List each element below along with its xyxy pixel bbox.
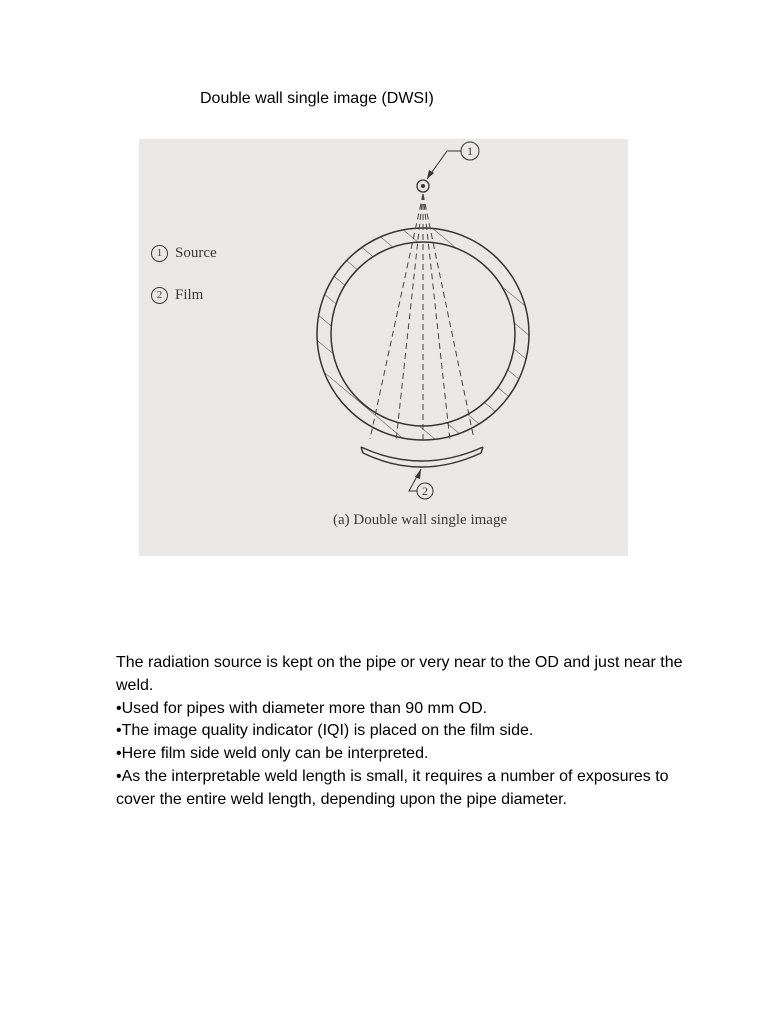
bullet-item: •As the interpretable weld length is small, it requires a number of exposures to cover the entire weld length, depending upon the pipe diameter. <box>116 767 669 808</box>
legend-label: Source <box>175 245 217 261</box>
source-callout-number: 1 <box>467 144 473 158</box>
source-icon <box>417 180 429 192</box>
intro-paragraph: The radiation source is kept on the pipe or very near to the OD and just near the weld. <box>116 654 683 694</box>
pipe-wall <box>309 219 539 449</box>
legend-label: Film <box>175 287 204 303</box>
legend-item-film <box>151 287 203 304</box>
body-text <box>116 652 686 812</box>
bullet-item: •Here film side weld only can be interpreted. <box>116 745 429 763</box>
bullet-item: •The image quality indicator (IQI) is placed on the film side. <box>116 722 534 740</box>
figure-caption: (a) Double wall single image <box>333 512 508 528</box>
legend-number: 2 <box>151 287 168 304</box>
dwsi-figure <box>139 139 628 556</box>
source-callout <box>427 142 479 179</box>
legend-item-source <box>151 245 217 262</box>
pipe-diagram <box>139 139 628 556</box>
film-callout <box>409 469 433 499</box>
legend-number: 1 <box>151 245 168 262</box>
page-title: Double wall single image (DWSI) <box>200 90 434 107</box>
film <box>361 447 483 467</box>
bullet-item: •Used for pipes with diameter more than 90 mm OD. <box>116 699 488 717</box>
film-callout-number: 2 <box>422 484 428 498</box>
